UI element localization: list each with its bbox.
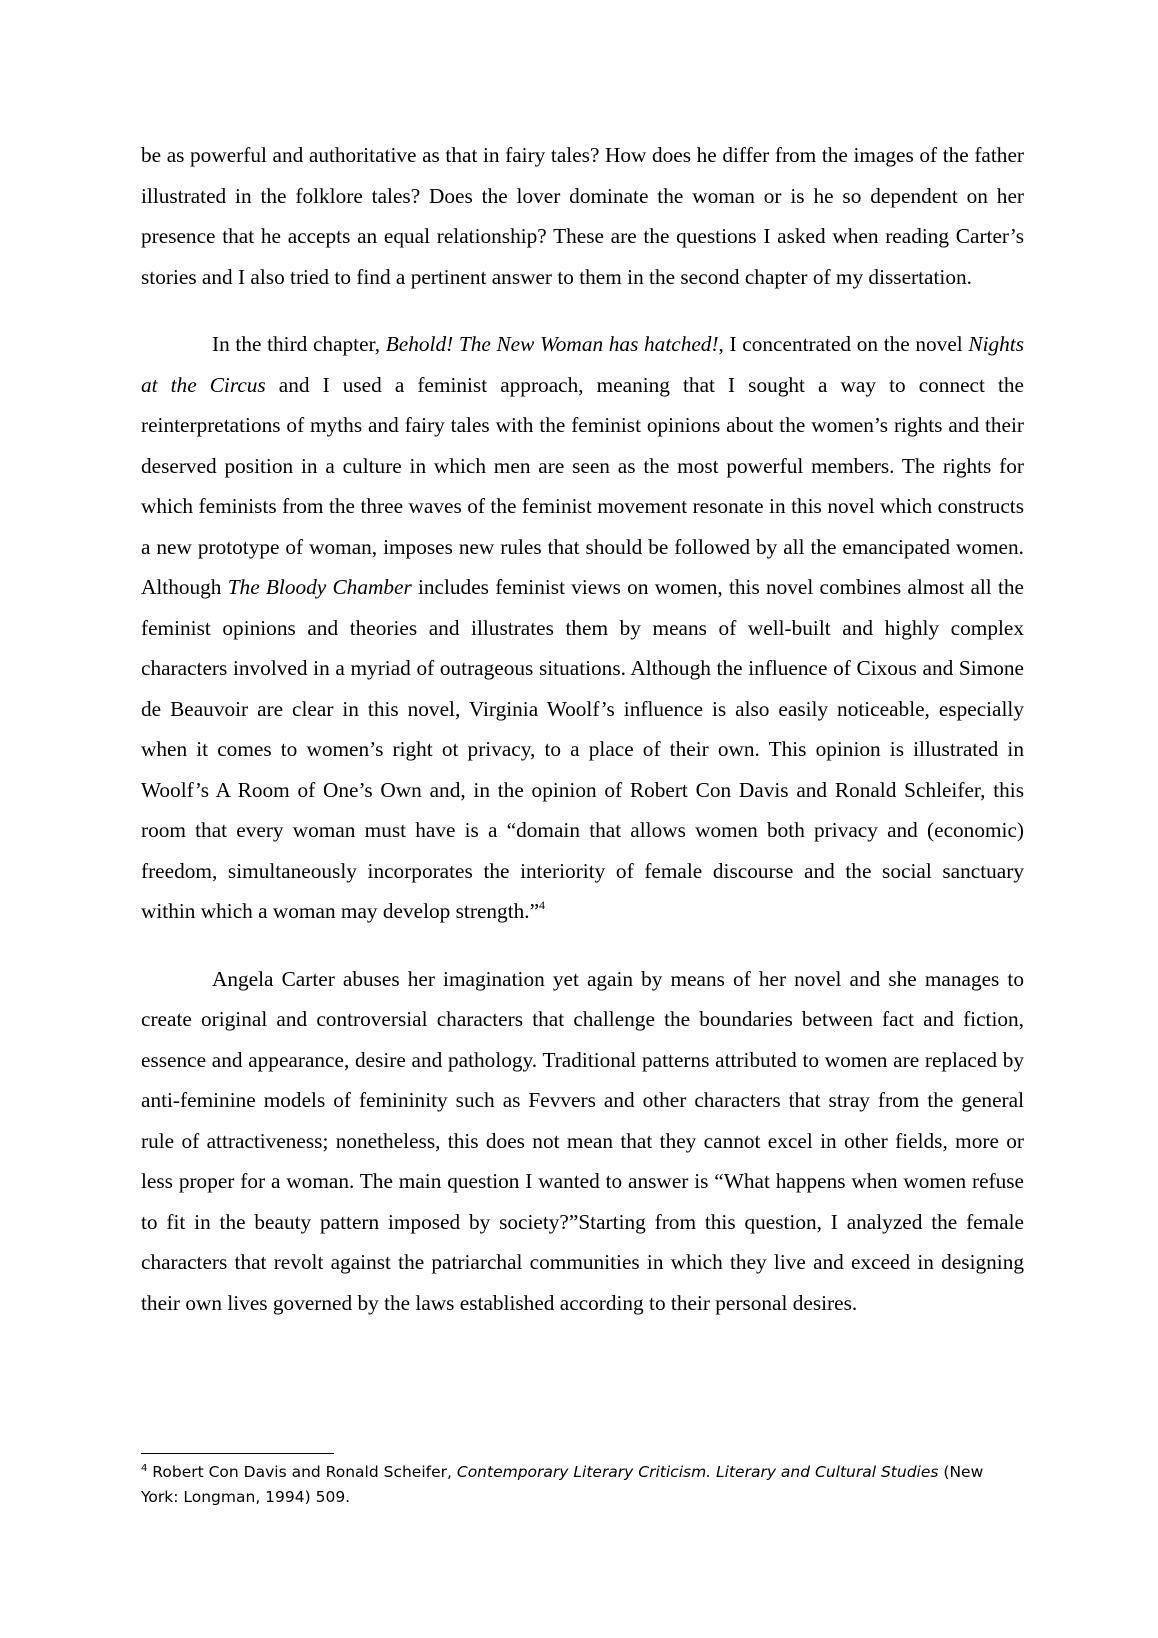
- footnote-separator: [141, 1453, 334, 1454]
- footnote-text-b: (New York: Longman, 1994) 509.: [141, 1463, 984, 1506]
- novel-title-nights-at-the-circus: Nights at the Circus: [141, 332, 1024, 397]
- paragraph-2-text-a: In the third chapter,: [212, 332, 386, 356]
- document-body: [141, 135, 1024, 1323]
- paragraph-2: [141, 324, 1024, 932]
- footnote-number: 4: [141, 1463, 148, 1474]
- footnote-reference[interactable]: 4: [539, 898, 546, 912]
- footnote-text-a: Robert Con Davis and Ronald Scheifer,: [147, 1463, 457, 1481]
- paragraph-1-text: be as powerful and authoritative as that in fairy tales? How does he differ from the images of the father illustrated in the folklore tales? Does the lover dominate the woman or is he so dependent on her presence that he accepts an equal relationship? These are the questions I asked when reading Carter’s stories and I also tried to find a pertinent answer to them in the second chapter of my dissertation.: [141, 143, 1024, 289]
- paragraph-3-text: Angela Carter abuses her imagination yet again by means of her novel and she manages to create original and controversial characters that challenge the boundaries between fact and fiction, essence and appearance, desire and pathology. Traditional patterns attributed to women are replaced by anti-feminine models of femininity such as Fevvers and other characters that stray from the general rule of attractiveness; nonetheless, this does not mean that they cannot excel in other fields, more or less proper for a woman. The main question I wanted to answer is “What happens when women refuse to fit in the beauty pattern imposed by society?”Starting from this question, I analyzed the female characters that revolt against the patriarchal communities in which they live and exceed in designing their own lives governed by the laws established according to their personal desires.: [141, 966, 1024, 1315]
- footnote-book-title: Contemporary Literary Criticism. Literary and Cultural Studies: [456, 1463, 939, 1481]
- paragraph-2-text-b: , I concentrated on the novel: [718, 332, 969, 356]
- paragraph-3: [141, 959, 1024, 1324]
- footnote: [141, 1460, 1024, 1510]
- book-title-bloody-chamber: The Bloody Chamber: [227, 575, 412, 599]
- paragraph-2-text-c: and I used a feminist approach, meaning that I sought a way to connect the reinterpretations of myths and fairy tales with the feminist opinions about the women’s rights and their deserved position in a culture in which men are seen as the most powerful members. The rights for which feminists from the three waves of the feminist movement resonate in this novel which constructs a new prototype of woman, imposes new rules that should be followed by all the emancipated women. Although: [141, 372, 1024, 599]
- chapter-title: Behold! The New Woman has hatched!: [385, 332, 719, 356]
- paragraph-1: [141, 135, 1024, 297]
- paragraph-2-text-d: includes feminist views on women, this novel combines almost all the feminist opinions and theories and illustrates them by means of well-built and highly complex characters involved in a myriad of outrageous situations. Although the influence of Cixous and Simone de Beauvoir are clear in this novel, Virginia Woolf’s influence is also easily noticeable, especially when it comes to women’s right ot privacy, to a place of their own. This opinion is illustrated in Woolf’s A Room of One’s Own and, in the opinion of Robert Con Davis and Ronald Schleifer, this room that every woman must have is a “domain that allows women both privacy and (economic) freedom, simultaneously incorporates the interiority of female discourse and the social sanctuary within which a woman may develop strength.”: [141, 575, 1024, 923]
